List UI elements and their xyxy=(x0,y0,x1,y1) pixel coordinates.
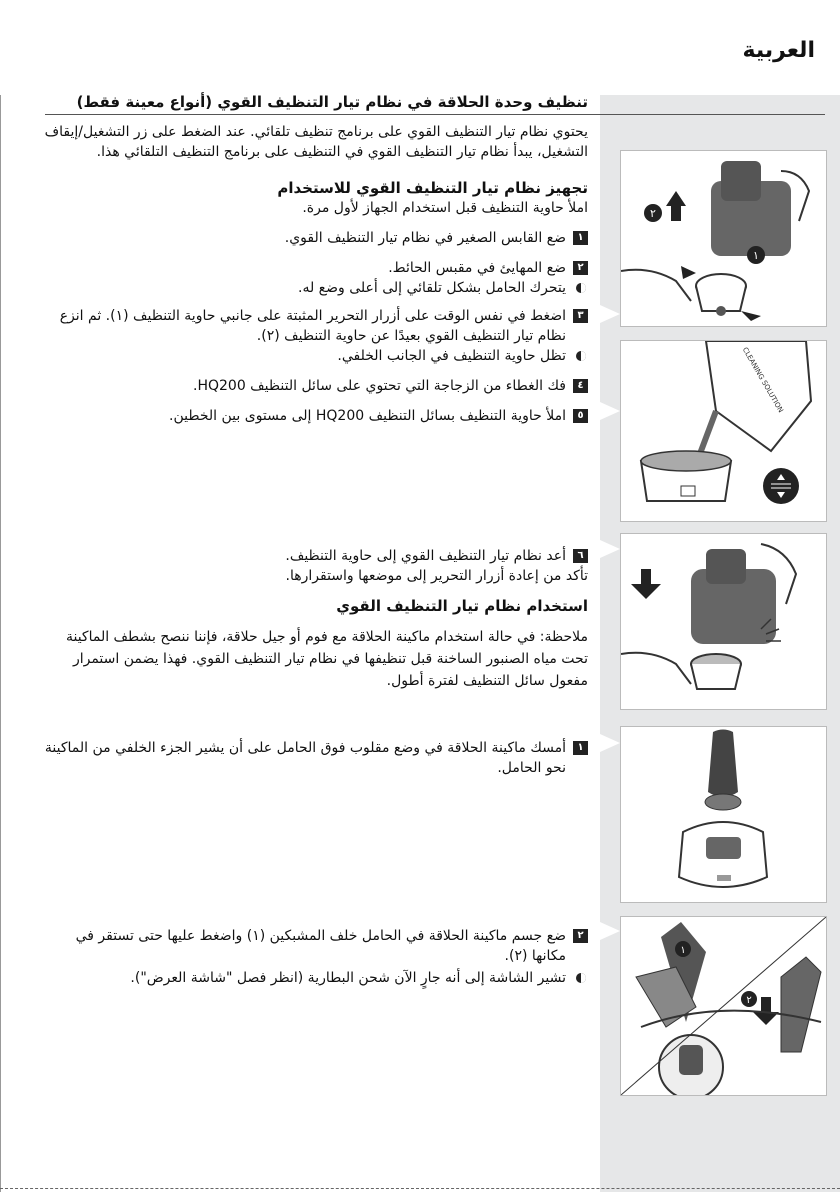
step-number: ٢ xyxy=(573,929,588,943)
bullet-result xyxy=(40,346,588,366)
figure-pointer xyxy=(600,540,620,558)
figure-remove-cartridge xyxy=(620,150,827,327)
step-number: ٢ xyxy=(573,261,588,275)
figure-reinsert-unit xyxy=(620,533,827,710)
step-text: ضع جسم ماكينة الحلاقة في الحامل خلف المشبكين (١) واضغط عليها حتى تستقر في مكانها (٢). xyxy=(75,928,566,964)
page-left-border xyxy=(0,95,1,1192)
step-number: ٤ xyxy=(573,379,588,393)
intro-paragraph: يحتوي نظام تيار التنظيف القوي على برنامج تنظيف تلقائي. عند الضغط على زر التشغيل/إيقاف التشغيل، يبدأ نظام تيار التنظيف القوي في التنظيف على برنامج التنظيف التلقائي هذا. xyxy=(44,124,588,160)
reinsert-illustration xyxy=(621,534,826,709)
step-number: ٥ xyxy=(573,409,588,423)
bullet-text: يتحرك الحامل بشكل تلقائي إلى أعلى وضع له. xyxy=(298,280,566,296)
bottle-label: CLEANING SOLUTION xyxy=(740,345,785,415)
step-number: ١ xyxy=(573,231,588,245)
use-step-1 xyxy=(40,738,588,778)
step-text: أمسك ماكينة الحلاقة في وضع مقلوب فوق الحامل على أن يشير الجزء الخلفي من الماكينة نحو الحامل. xyxy=(44,740,566,776)
step-6-note: تأكد من إعادة أزرار التحرير إلى موضعها واستقرارها. xyxy=(285,568,588,584)
bullet-result xyxy=(40,968,588,988)
callout-1: ١ xyxy=(680,945,686,956)
figure-fill-cartridge xyxy=(620,340,827,522)
step-text: أعد نظام تيار التنظيف القوي إلى حاوية التنظيف. xyxy=(285,548,566,564)
use-step-2 xyxy=(40,926,588,966)
step-text: ضع القابس الصغير في نظام تيار التنظيف القوي. xyxy=(284,230,566,246)
half-circle-bullet-icon xyxy=(576,283,586,293)
callout-2: ٢ xyxy=(650,207,656,220)
step-text: املأ حاوية التنظيف بسائل التنظيف HQ200 إلى مستوى بين الخطين. xyxy=(169,408,566,424)
step-2 xyxy=(40,258,588,278)
page-title: تنظيف وحدة الحلاقة في نظام تيار التنظيف القوي (أنواع معينة فقط) xyxy=(76,93,588,111)
step-3 xyxy=(40,306,588,346)
step-4 xyxy=(40,376,588,396)
figure-pointer xyxy=(600,734,620,752)
step-text: اضغط في نفس الوقت على أزرار التحرير المثبتة على جانبي حاوية التنظيف (١). ثم انزع نظام تيار التنظيف القوي بعيدًا عن حاوية التنظيف (٢). xyxy=(59,308,566,344)
figure-hold-shaver xyxy=(620,726,827,903)
step-number: ٣ xyxy=(573,309,588,323)
step-text: فك الغطاء من الزجاجة التي تحتوي على سائل التنظيف HQ200. xyxy=(193,378,566,394)
prep-subtext: املأ حاوية التنظيف قبل استخدام الجهاز لأول مرة. xyxy=(302,200,588,216)
figure-pointer xyxy=(600,922,620,940)
step-text: ضع المهايئ في مقبس الحائط. xyxy=(388,260,566,276)
step-number: ٦ xyxy=(573,549,588,563)
step-6 xyxy=(40,546,588,566)
figure-pointer xyxy=(600,305,620,323)
step-number: ١ xyxy=(573,741,588,755)
cleaning-unit-illustration xyxy=(621,151,826,326)
step-1 xyxy=(40,228,588,248)
bullet-result xyxy=(40,278,588,298)
place-shaver-illustration xyxy=(621,917,826,1095)
half-circle-bullet-icon xyxy=(576,973,586,983)
prep-heading: تجهيز نظام تيار التنظيف القوي للاستخدام xyxy=(277,179,588,197)
bullet-text: تشير الشاشة إلى أنه جارٍ الآن شحن البطارية (انظر فصل "شاشة العرض"). xyxy=(130,970,566,986)
shaver-upside-down-illustration xyxy=(621,727,826,902)
bottle-pour-illustration xyxy=(621,341,826,521)
half-circle-bullet-icon xyxy=(576,351,586,361)
language-label: العربية xyxy=(742,38,815,63)
bullet-text: تظل حاوية التنظيف في الجانب الخلفي. xyxy=(337,348,566,364)
use-note: ملاحظة: في حالة استخدام ماكينة الحلاقة مع فوم أو جيل حلاقة، فإننا ننصح بشطف الماكينة تحت مياه الصنبور الساخنة قبل تنظيفها في نظام تيار التنظيف القوي. فهذا يضمن استمرار مفعول سائل التنظيف لفترة أطول. xyxy=(65,629,588,689)
page-bottom-dashes xyxy=(0,1188,840,1189)
step-5 xyxy=(40,406,588,426)
main-text xyxy=(40,0,588,1192)
use-heading: استخدام نظام تيار التنظيف القوي xyxy=(336,597,588,615)
callout-2: ٢ xyxy=(746,995,752,1006)
figure-pointer xyxy=(600,402,620,420)
figure-place-shaver xyxy=(620,916,827,1096)
callout-1: ١ xyxy=(753,249,759,262)
